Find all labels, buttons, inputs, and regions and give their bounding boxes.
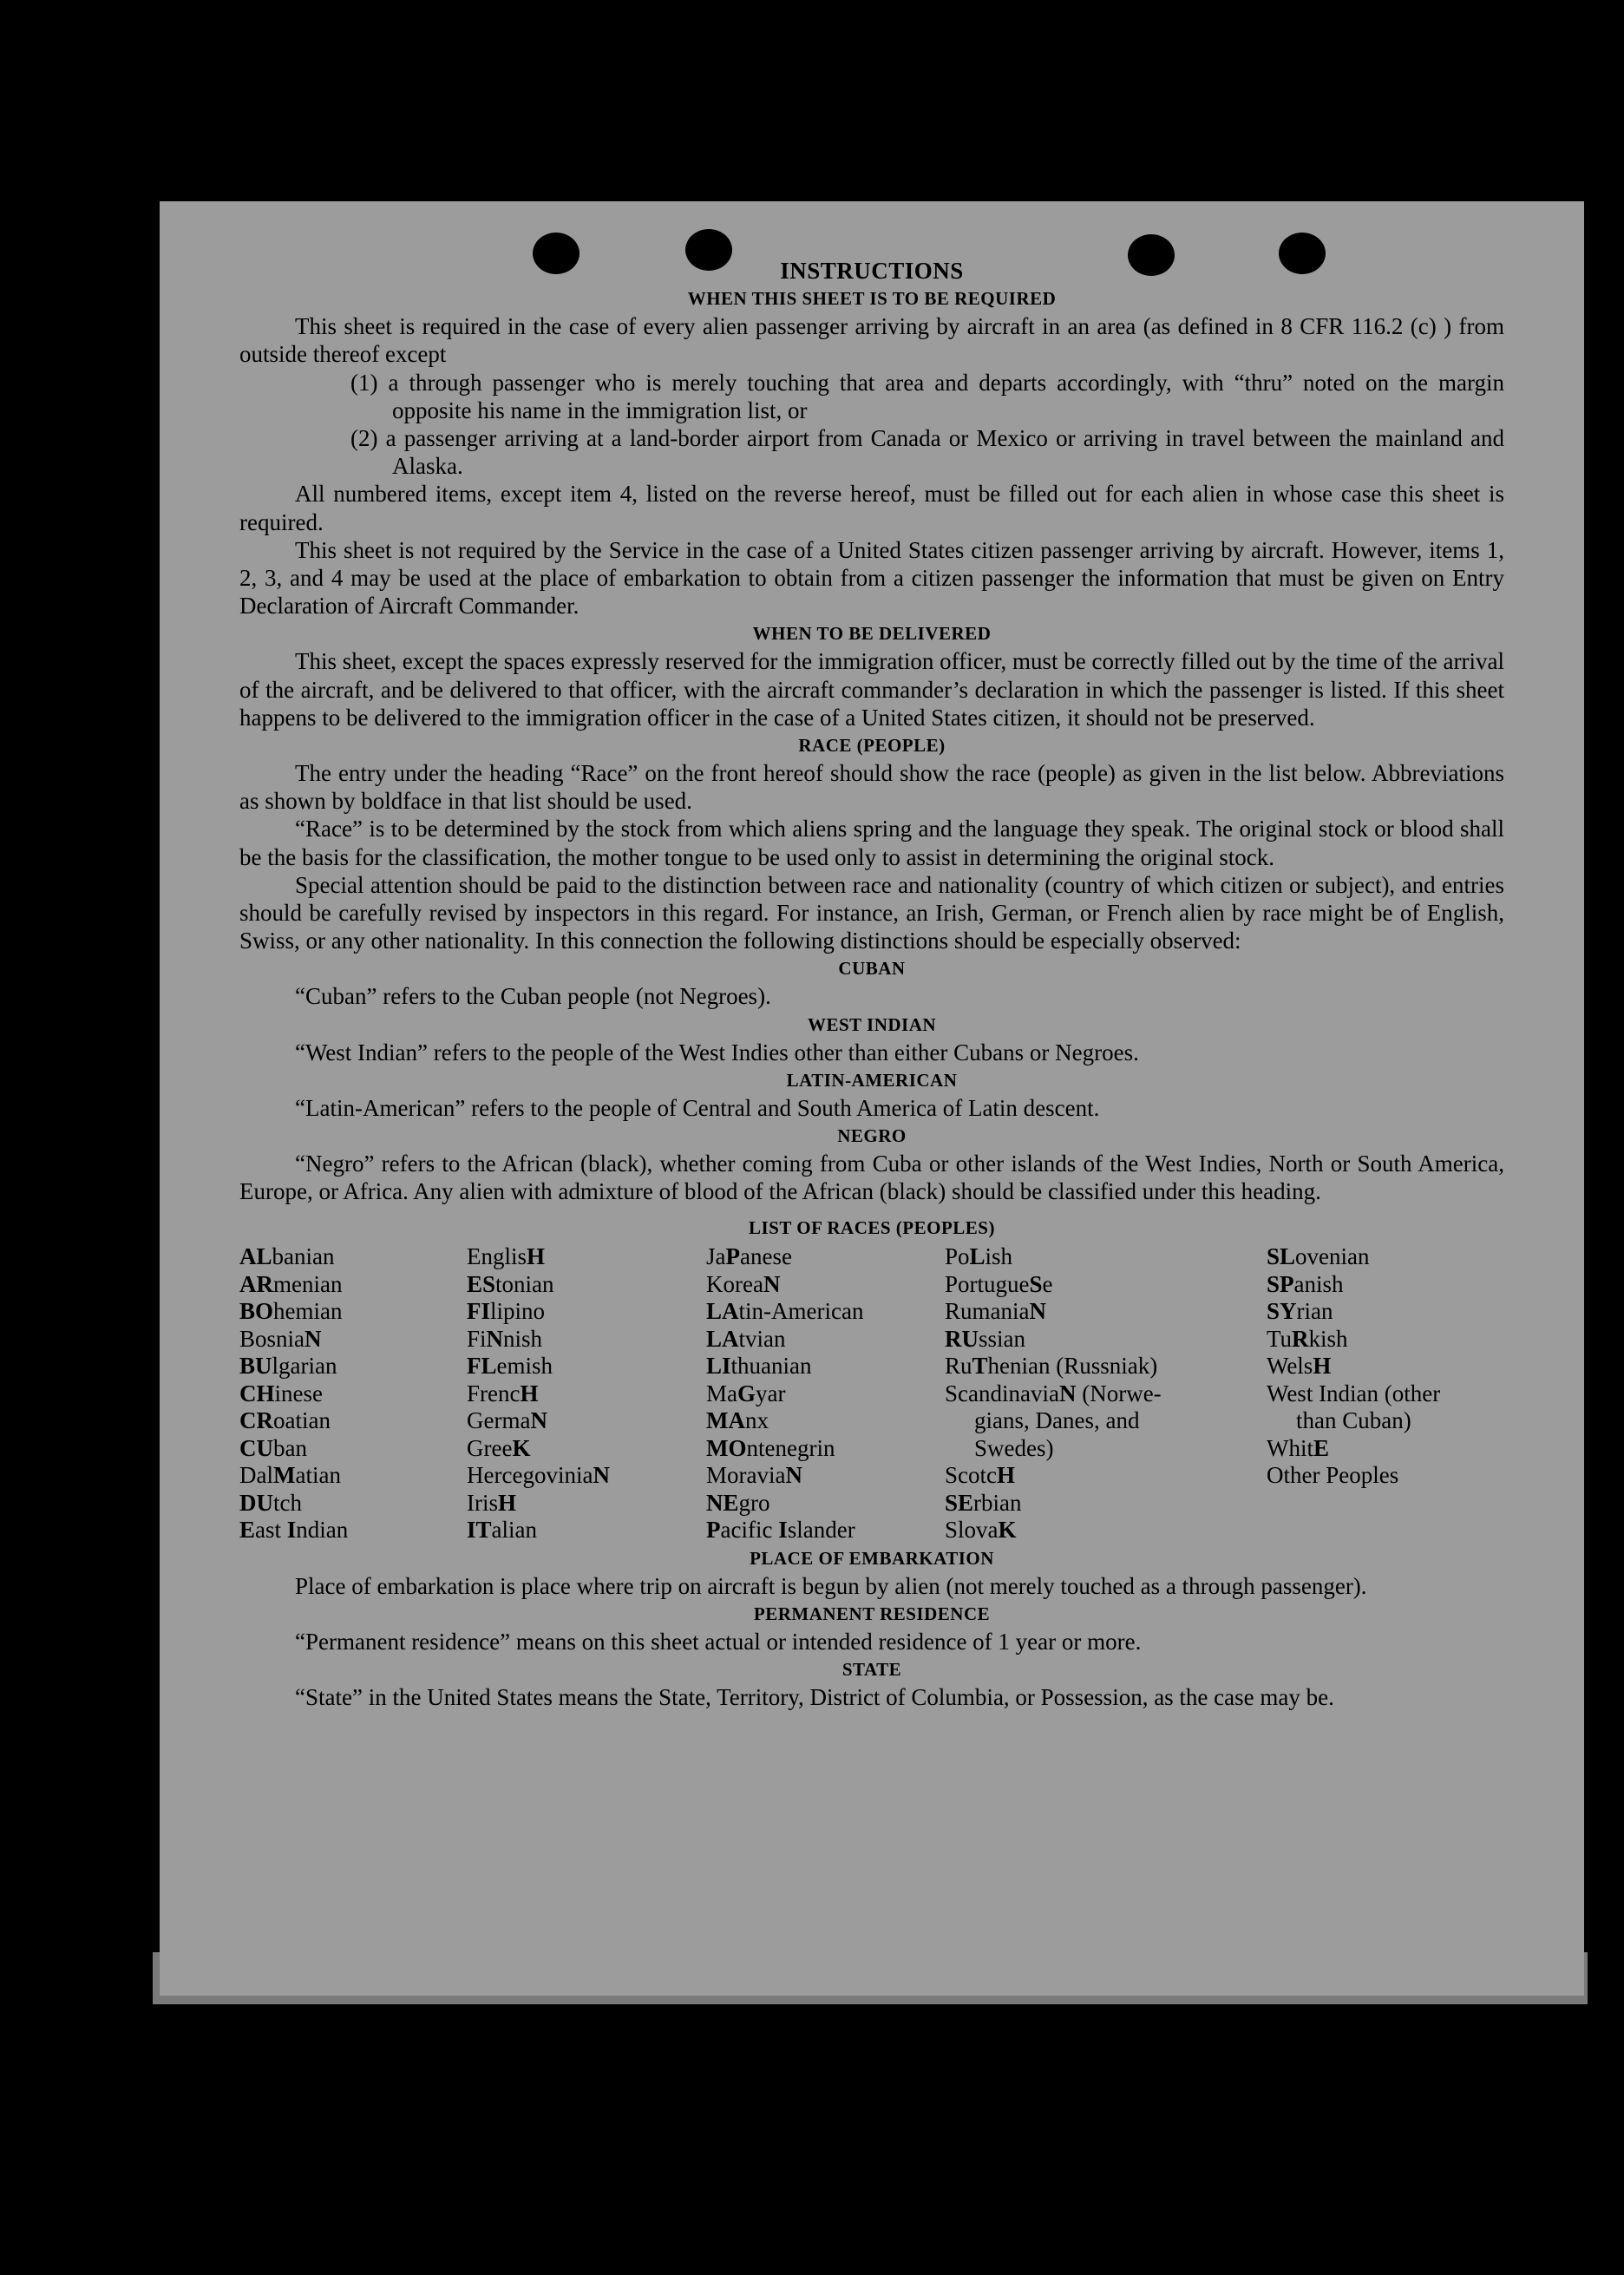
paragraph: Special attention should be paid to the distinction between race and nationality (country of which citizen or subject), and entries should be carefully revised by inspectors in this regard. For instance, an Irish, German, or French alien by race might be of English, Swiss, or any other nationality. In this connection the following distinctions should be especially observed: [239,871,1504,954]
race-entry: NEgro [706,1489,770,1516]
race-entry: MAnx [706,1407,769,1434]
section-heading: CUBAN [838,958,906,980]
race-entry: SlovaK [945,1517,1017,1544]
race-column [467,1243,706,1544]
race-entry: EStonian [467,1270,554,1297]
race-entry: TuRkish [1267,1325,1348,1352]
race-entry: gians, Danes, and [974,1407,1140,1434]
race-column [239,1243,467,1544]
paragraph: This sheet is not required by the Service in the case of a United States citizen passenger arriving by aircraft. However, items 1, 2, 3, and 4 may be used at the place of embarkation to obtain from a citizen passenger the information that must be given on Entry Declaration of Aircraft Commander. [239,536,1504,620]
instructions-body [239,257,1504,1712]
list-item: (2) a passenger arriving at a land-border airport from Canada or Mexico or arriving in travel between the mainland and Alaska. [350,425,1504,480]
race-entry: HercegoviniaN [467,1462,610,1489]
list-item: (1) a through passenger who is merely touching that area and departs accordingly, with “thru” noted on the margin opposite his name in the immigration list, or [350,369,1504,423]
paragraph: All numbered items, except item 4, listed on the reverse hereof, must be filled out for each alien in whose case this sheet is required. [239,481,1504,535]
section-heading: WEST INDIAN [807,1013,937,1035]
race-entry: SYrian [1267,1298,1333,1325]
section-heading: NEGRO [837,1125,907,1147]
race-entry: KoreaN [706,1270,781,1297]
section-heading: WHEN THIS SHEET IS TO BE REQUIRED [687,288,1057,310]
paragraph: “Race” is to be determined by the stock from which aliens spring and the language they speak. The original stock or blood shall be the basis for the classification, the mother tongue to be used only to assist in determining the original stock. [239,816,1504,870]
race-column [706,1243,945,1544]
section-heading: STATE [841,1659,902,1681]
race-entry: Pacific Islander [706,1517,855,1544]
race-entry: ITalian [467,1517,538,1544]
race-entry: RumaniaN [945,1298,1046,1325]
race-entry: FiNnish [467,1325,543,1352]
race-entry: MaGyar [706,1380,786,1406]
paragraph: Place of embarkation is place where trip on aircraft is begun by alien (not merely touched as a through passenger). [295,1572,1367,1599]
race-entry: East Indian [239,1517,349,1544]
page-title: INSTRUCTIONS [780,258,964,284]
race-entry: BOhemian [239,1298,343,1325]
race-entry: DUtch [239,1489,302,1516]
race-column [1267,1243,1504,1544]
race-entry: West Indian (other [1267,1380,1441,1406]
race-entry: ARmenian [239,1270,343,1297]
section-heading: LIST OF RACES (PEOPLES) [749,1217,995,1239]
race-entry: IrisH [467,1489,517,1516]
race-entry: FLemish [467,1353,553,1380]
race-entry: MOntenegrin [706,1434,835,1461]
race-entry: Other Peoples [1267,1462,1399,1489]
race-entry: PoLish [945,1243,1013,1270]
race-entry: DalMatian [239,1462,341,1489]
race-entry: FrencH [467,1380,539,1406]
paragraph: This sheet, except the spaces expressly reserved for the immigration officer, must be correctly filled out by the time of the arrival of the aircraft, and be delivered to that officer, with the aircraft commander’s declaration in which the passenger is listed. If this sheet happens to be delivered to the immigration officer in the case of a United States citizen, it should not be preserved. [239,648,1504,731]
race-entry: BosniaN [239,1325,322,1352]
race-entry: BUlgarian [239,1353,337,1380]
race-entry: Swedes) [974,1434,1054,1461]
paragraph: The entry under the heading “Race” on the front hereof should show the race (people) as given in the list below. Abbreviations as shown by boldface in that list should be used. [239,760,1504,815]
race-entry: SPanish [1267,1270,1344,1297]
race-entry: MoraviaN [706,1462,802,1489]
race-entry: ALbanian [239,1243,335,1270]
race-entry: SErbian [945,1489,1022,1516]
race-entry: WhitE [1267,1434,1330,1461]
race-entry: GreeK [467,1434,531,1461]
race-list [239,1243,1504,1544]
race-entry: CRoatian [239,1407,331,1434]
paragraph: “Latin-American” refers to the people of Central and South America of Latin descent. [295,1094,1100,1121]
section-heading: PERMANENT RESIDENCE [753,1603,991,1625]
race-column [945,1243,1267,1544]
race-entry: ScandinaviaN (Norwe- [945,1380,1162,1406]
race-entry: SLovenian [1267,1243,1370,1270]
race-entry: GermaN [467,1407,547,1434]
document-sheet [160,201,1584,1996]
race-entry: CUban [239,1434,307,1461]
race-entry: LAtvian [706,1325,786,1352]
section-heading: LATIN-AMERICAN [786,1069,958,1091]
race-entry: JaPanese [706,1243,792,1270]
race-entry: CHinese [239,1380,323,1406]
race-entry: than Cuban) [1296,1407,1411,1434]
race-entry: LIthuanian [706,1353,812,1380]
race-entry: ScotcH [945,1462,1016,1489]
paragraph: “Cuban” refers to the Cuban people (not Negroes). [295,983,771,1010]
race-entry: RuThenian (Russniak) [945,1353,1158,1380]
paragraph: “State” in the United States means the State, Territory, District of Columbia, or Possession, as the case may be. [295,1684,1334,1711]
paragraph: “Negro” refers to the African (black), whether coming from Cuba or other islands of the West Indies, North or South America, Europe, or Africa. Any alien with admixture of blood of the African (black) should be classified under this heading. [239,1151,1504,1205]
paragraph: “West Indian” refers to the people of the West Indies other than either Cubans or Negroes. [295,1039,1139,1065]
race-entry: PortugueSe [945,1270,1053,1297]
race-entry: RUssian [945,1325,1025,1352]
race-entry: WelsH [1267,1353,1332,1380]
race-entry: LAtin-American [706,1298,864,1325]
race-entry: EnglisH [467,1243,546,1270]
paragraph: This sheet is required in the case of every alien passenger arriving by aircraft in an area (as defined in 8 CFR 116.2 (c) ) from outside thereof except [239,313,1504,368]
section-heading: WHEN TO BE DELIVERED [752,623,992,645]
race-entry: FIlipino [467,1298,546,1325]
section-heading: RACE (PEOPLE) [798,735,946,757]
section-heading: PLACE OF EMBARKATION [750,1547,994,1569]
paragraph: “Permanent residence” means on this sheet actual or intended residence of 1 year or more. [295,1629,1142,1655]
